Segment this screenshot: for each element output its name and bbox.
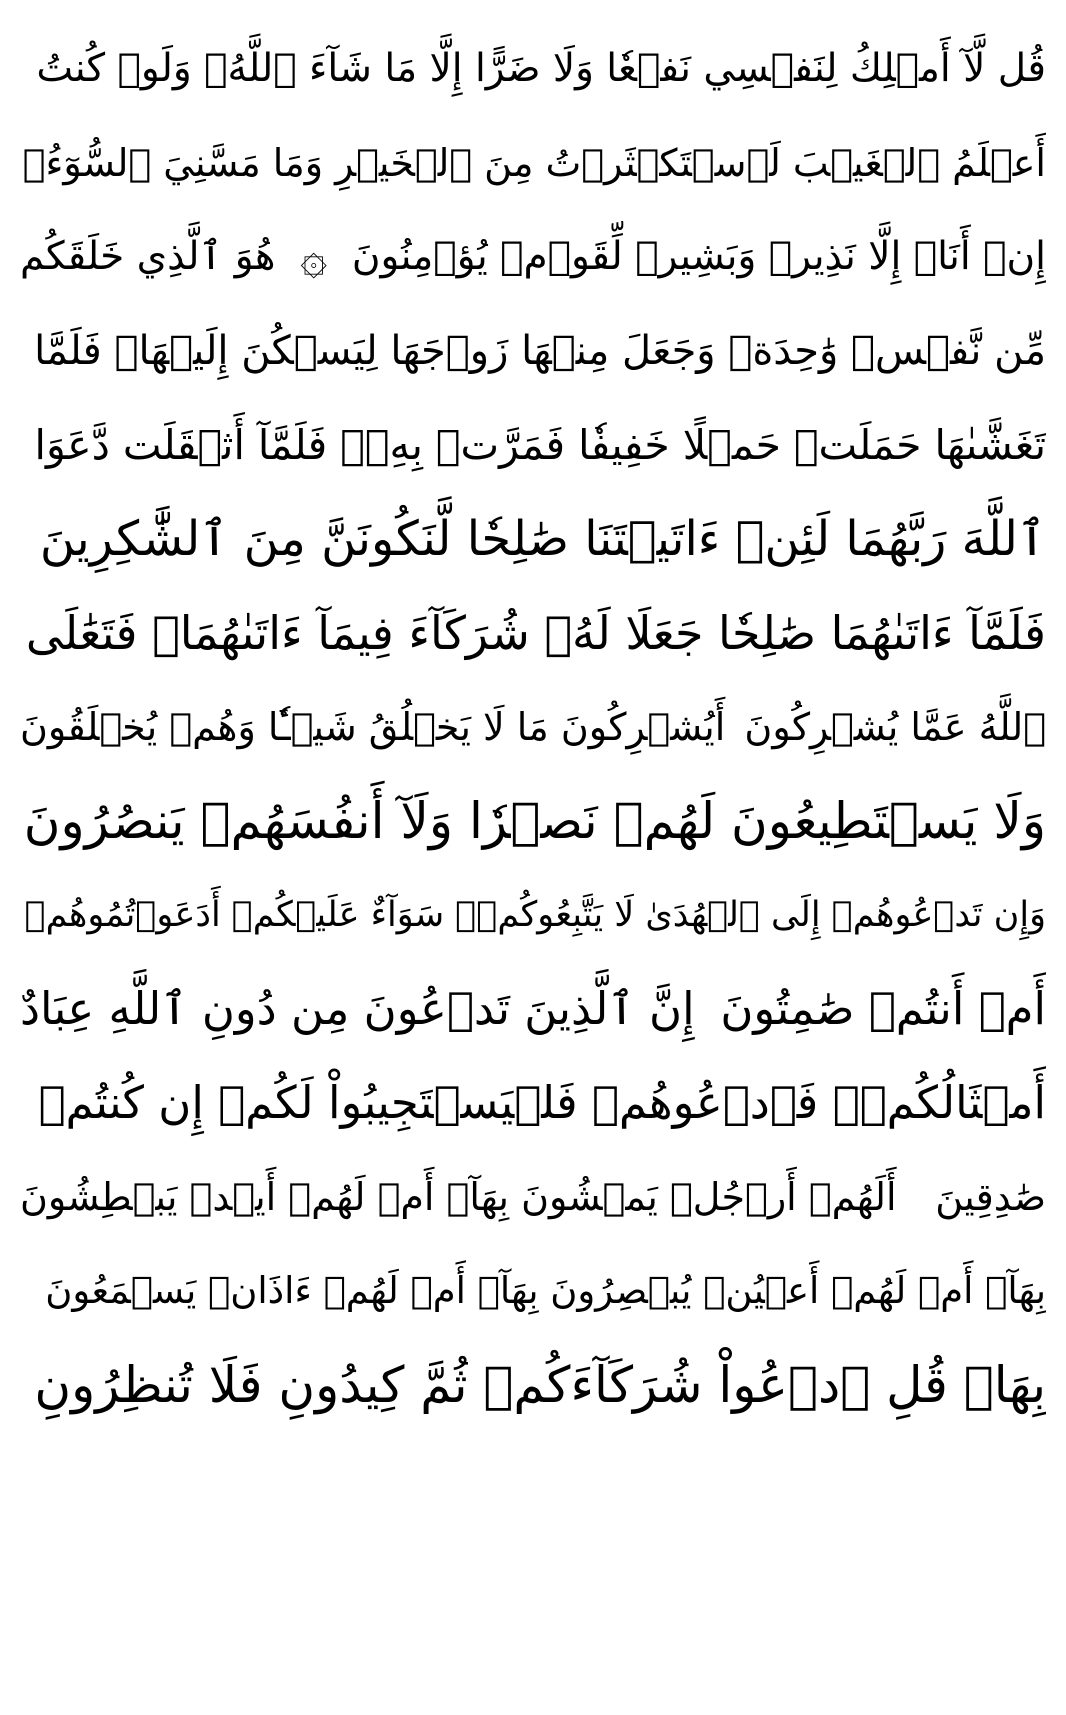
text-lines xyxy=(20,22,1046,1432)
line-segment: مِّن نَّفۡسٖ وَٰحِدَةٖ وَجَعَلَ مِنۡهَا زَوۡجَهَا لِيَسۡكُنَ إِلَيۡهَاۖ فَلَمَّا xyxy=(34,328,1046,374)
text-line xyxy=(20,492,1046,586)
line-segment: إِنۡ أَنَا۠ إِلَّا نَذِيرٞ وَبَشِيرٞ لِّقَوۡمٖ يُؤۡمِنُونَ xyxy=(351,234,1046,279)
line-segment: إِنَّ ٱلَّذِينَ تَدۡعُونَ مِن دُونِ ٱللَّهِ عِبَادٌ xyxy=(20,982,695,1035)
text-line xyxy=(20,304,1046,398)
line-segment: وَإِن تَدۡعُوهُمۡ إِلَى ٱلۡهُدَىٰ لَا يَتَّبِعُوكُمۡۚ سَوَآءٌ عَلَيۡكُمۡ أَدَعَوۡتُمُوهُمۡ xyxy=(24,895,1046,935)
line-segment: ٱللَّهَ رَبَّهُمَا لَئِنۡ ءَاتَيۡتَنَا صَٰلِحٗا لَّنَكُونَنَّ مِنَ ٱلشَّٰكِرِينَ xyxy=(39,511,1046,567)
text-line xyxy=(20,116,1046,210)
line-segment: ٱللَّهُ عَمَّا يُشۡرِكُونَ xyxy=(744,705,1046,749)
hizb-marker-icon: ۞ xyxy=(300,230,328,284)
line-segment: أَيُشۡرِكُونَ مَا لَا يَخۡلُقُ شَيۡـٔٗا وَهُمۡ يُخۡلَقُونَ xyxy=(20,705,726,749)
text-line xyxy=(20,1150,1046,1244)
text-line xyxy=(20,210,1046,304)
line-segment: فَلَمَّآ ءَاتَىٰهُمَا صَٰلِحٗا جَعَلَا لَهُۥ شُرَكَآءَ فِيمَآ ءَاتَىٰهُمَاۚ فَتَعَٰلَى xyxy=(25,606,1046,660)
text-line xyxy=(20,1056,1046,1150)
text-line xyxy=(20,398,1046,492)
line-segment: بِهَاۗ قُلِ ٱدۡعُواْ شُرَكَآءَكُمۡ ثُمَّ كِيدُونِ فَلَا تُنظِرُونِ xyxy=(34,1356,1046,1414)
line-segment: أَلَهُمۡ أَرۡجُلٞ يَمۡشُونَ بِهَآۖ أَمۡ لَهُمۡ أَيۡدٖ يَبۡطِشُونَ xyxy=(20,1175,897,1219)
line-segment: أَعۡلَمُ ٱلۡغَيۡبَ لَٱسۡتَكۡثَرۡتُ مِنَ ٱلۡخَيۡرِ وَمَا مَسَّنِيَ ٱلسُّوٓءُۚ xyxy=(22,141,1046,185)
text-line xyxy=(20,1338,1046,1432)
line-segment: صَٰدِقِينَ xyxy=(935,1175,1046,1219)
line-segment: بِهَآۖ أَمۡ لَهُمۡ أَعۡيُنٞ يُبۡصِرُونَ بِهَآۖ أَمۡ لَهُمۡ ءَاذَانٞ يَسۡمَعُونَ xyxy=(45,1269,1046,1312)
text-line xyxy=(20,22,1046,116)
text-line xyxy=(20,680,1046,774)
text-line xyxy=(20,1244,1046,1338)
line-segment: هُوَ ٱلَّذِي خَلَقَكُم xyxy=(20,234,276,279)
line-segment: أَمۡ أَنتُمۡ صَٰمِتُونَ xyxy=(720,982,1046,1035)
line-segment: وَلَا يَسۡتَطِيعُونَ لَهُمۡ نَصۡرٗا وَلَآ أَنفُسَهُمۡ يَنصُرُونَ xyxy=(23,792,1046,850)
line-segment: قُل لَّآ أَمۡلِكُ لِنَفۡسِي نَفۡعٗا وَلَا ضَرًّا إِلَّا مَا شَآءَ ٱللَّهُۚ وَلَوۡ كُنتُ xyxy=(36,46,1046,91)
line-segment: أَمۡثَالُكُمۡۖ فَٱدۡعُوهُمۡ فَلۡيَسۡتَجِيبُواْ لَكُمۡ إِن كُنتُمۡ xyxy=(38,1076,1046,1129)
text-line xyxy=(20,962,1046,1056)
line-segment: تَغَشَّىٰهَا حَمَلَتۡ حَمۡلًا خَفِيفٗا فَمَرَّتۡ بِهِۦۖ فَلَمَّآ أَثۡقَلَت دَّعَوَا xyxy=(34,421,1046,469)
text-line xyxy=(20,774,1046,868)
text-line xyxy=(20,868,1046,962)
text-line xyxy=(20,586,1046,680)
